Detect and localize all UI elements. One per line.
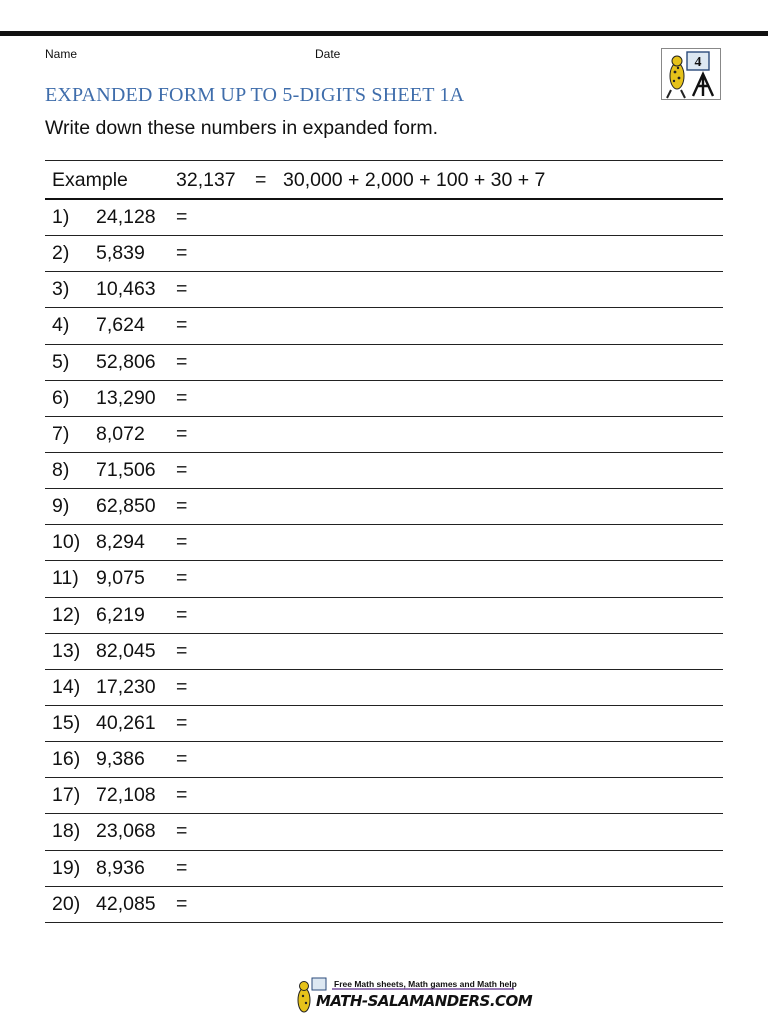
question-number: 5,839 <box>96 242 145 265</box>
question-number: 7,624 <box>96 314 145 337</box>
question-equals: = <box>176 567 188 590</box>
question-equals: = <box>176 350 188 373</box>
question-equals: = <box>176 711 188 734</box>
question-index: 2) <box>52 242 70 265</box>
question-index: 7) <box>52 422 70 445</box>
question-row <box>45 561 723 597</box>
example-equals: = <box>255 169 267 191</box>
question-index: 19) <box>52 856 81 879</box>
question-row <box>45 236 723 272</box>
answer-space[interactable] <box>195 567 715 591</box>
question-equals: = <box>176 314 188 337</box>
question-number: 52,806 <box>96 350 156 373</box>
question-index: 8) <box>52 458 70 481</box>
question-row <box>45 525 723 561</box>
question-equals: = <box>176 675 188 698</box>
question-equals: = <box>176 206 188 228</box>
answer-space[interactable] <box>195 604 715 628</box>
question-equals: = <box>176 495 188 518</box>
question-number: 71,506 <box>96 458 156 481</box>
question-index: 11) <box>52 567 79 590</box>
question-row <box>45 778 723 814</box>
question-index: 18) <box>52 820 81 843</box>
question-number: 72,108 <box>96 784 156 807</box>
question-equals: = <box>176 242 188 265</box>
question-equals: = <box>176 856 188 879</box>
question-equals: = <box>176 892 188 915</box>
question-row <box>45 200 723 236</box>
question-number: 9,075 <box>96 567 145 590</box>
answer-space[interactable] <box>195 495 715 519</box>
question-row <box>45 345 723 381</box>
question-index: 16) <box>52 748 81 771</box>
question-row <box>45 706 723 742</box>
question-number: 13,290 <box>96 386 156 409</box>
question-equals: = <box>176 458 188 481</box>
answer-space[interactable] <box>195 712 715 736</box>
question-row <box>45 489 723 525</box>
question-index: 10) <box>52 531 81 554</box>
answer-space[interactable] <box>195 748 715 772</box>
question-index: 5) <box>52 350 70 373</box>
answer-space[interactable] <box>195 242 715 266</box>
question-number: 23,068 <box>96 820 156 843</box>
question-equals: = <box>176 784 188 807</box>
answer-space[interactable] <box>195 820 715 844</box>
question-index: 4) <box>52 314 70 337</box>
question-number: 10,463 <box>96 278 156 301</box>
top-rule <box>0 31 768 36</box>
example-expanded: 30,000 + 2,000 + 100 + 30 + 7 <box>283 169 546 191</box>
answer-space[interactable] <box>195 857 715 881</box>
question-equals: = <box>176 748 188 771</box>
question-number: 62,850 <box>96 495 156 518</box>
question-row <box>45 272 723 308</box>
answer-space[interactable] <box>195 459 715 483</box>
example-number: 32,137 <box>176 169 236 191</box>
question-equals: = <box>176 531 188 554</box>
answer-space[interactable] <box>195 423 715 447</box>
worksheet-table <box>45 160 723 923</box>
question-index: 14) <box>52 675 81 698</box>
question-row <box>45 742 723 778</box>
question-index: 20) <box>52 892 81 915</box>
answer-space[interactable] <box>195 784 715 808</box>
question-number: 6,219 <box>96 603 145 626</box>
question-list <box>45 200 723 923</box>
answer-space[interactable] <box>195 314 715 338</box>
question-equals: = <box>176 422 188 445</box>
date-label: Date <box>315 47 341 61</box>
question-row <box>45 851 723 887</box>
question-row <box>45 417 723 453</box>
answer-space[interactable] <box>195 206 715 230</box>
name-label: Name <box>45 47 78 61</box>
question-number: 17,230 <box>96 675 156 698</box>
question-number: 8,936 <box>96 856 145 879</box>
instructions-text: Write down these numbers in expanded form. <box>45 117 439 139</box>
salamander-logo-icon <box>661 48 721 100</box>
footer-tagline: Free Math sheets, Math games and Math help <box>334 979 517 989</box>
question-equals: = <box>176 386 188 409</box>
question-row <box>45 814 723 850</box>
question-number: 8,072 <box>96 422 145 445</box>
question-number: 42,085 <box>96 892 156 915</box>
footer-site-link[interactable]: MATH-SALAMANDERS.COM <box>316 992 533 1010</box>
question-index: 6) <box>52 386 70 409</box>
answer-space[interactable] <box>195 387 715 411</box>
question-equals: = <box>176 278 188 301</box>
question-number: 82,045 <box>96 639 156 662</box>
answer-space[interactable] <box>195 893 715 917</box>
question-index: 3) <box>52 278 70 301</box>
question-equals: = <box>176 820 188 843</box>
question-number: 24,128 <box>96 206 156 228</box>
question-equals: = <box>176 639 188 662</box>
answer-space[interactable] <box>195 531 715 555</box>
question-row <box>45 634 723 670</box>
question-row <box>45 308 723 344</box>
question-index: 13) <box>52 639 81 662</box>
answer-space[interactable] <box>195 278 715 302</box>
question-row <box>45 381 723 417</box>
question-number: 9,386 <box>96 748 145 771</box>
question-row <box>45 453 723 489</box>
question-index: 17) <box>52 784 81 807</box>
question-index: 1) <box>52 206 70 228</box>
example-label: Example <box>52 169 128 191</box>
question-number: 8,294 <box>96 531 145 554</box>
logo-number: 4 <box>694 55 702 70</box>
answer-space[interactable] <box>195 640 715 664</box>
worksheet-title: EXPANDED FORM UP TO 5-DIGITS SHEET 1A <box>45 84 465 106</box>
example-row <box>45 161 723 200</box>
question-index: 12) <box>52 603 81 626</box>
answer-space[interactable] <box>195 676 715 700</box>
question-row <box>45 670 723 706</box>
question-row <box>45 887 723 923</box>
question-number: 40,261 <box>96 711 156 734</box>
answer-space[interactable] <box>195 351 715 375</box>
question-row <box>45 598 723 634</box>
question-equals: = <box>176 603 188 626</box>
question-index: 9) <box>52 495 70 518</box>
question-index: 15) <box>52 711 81 734</box>
